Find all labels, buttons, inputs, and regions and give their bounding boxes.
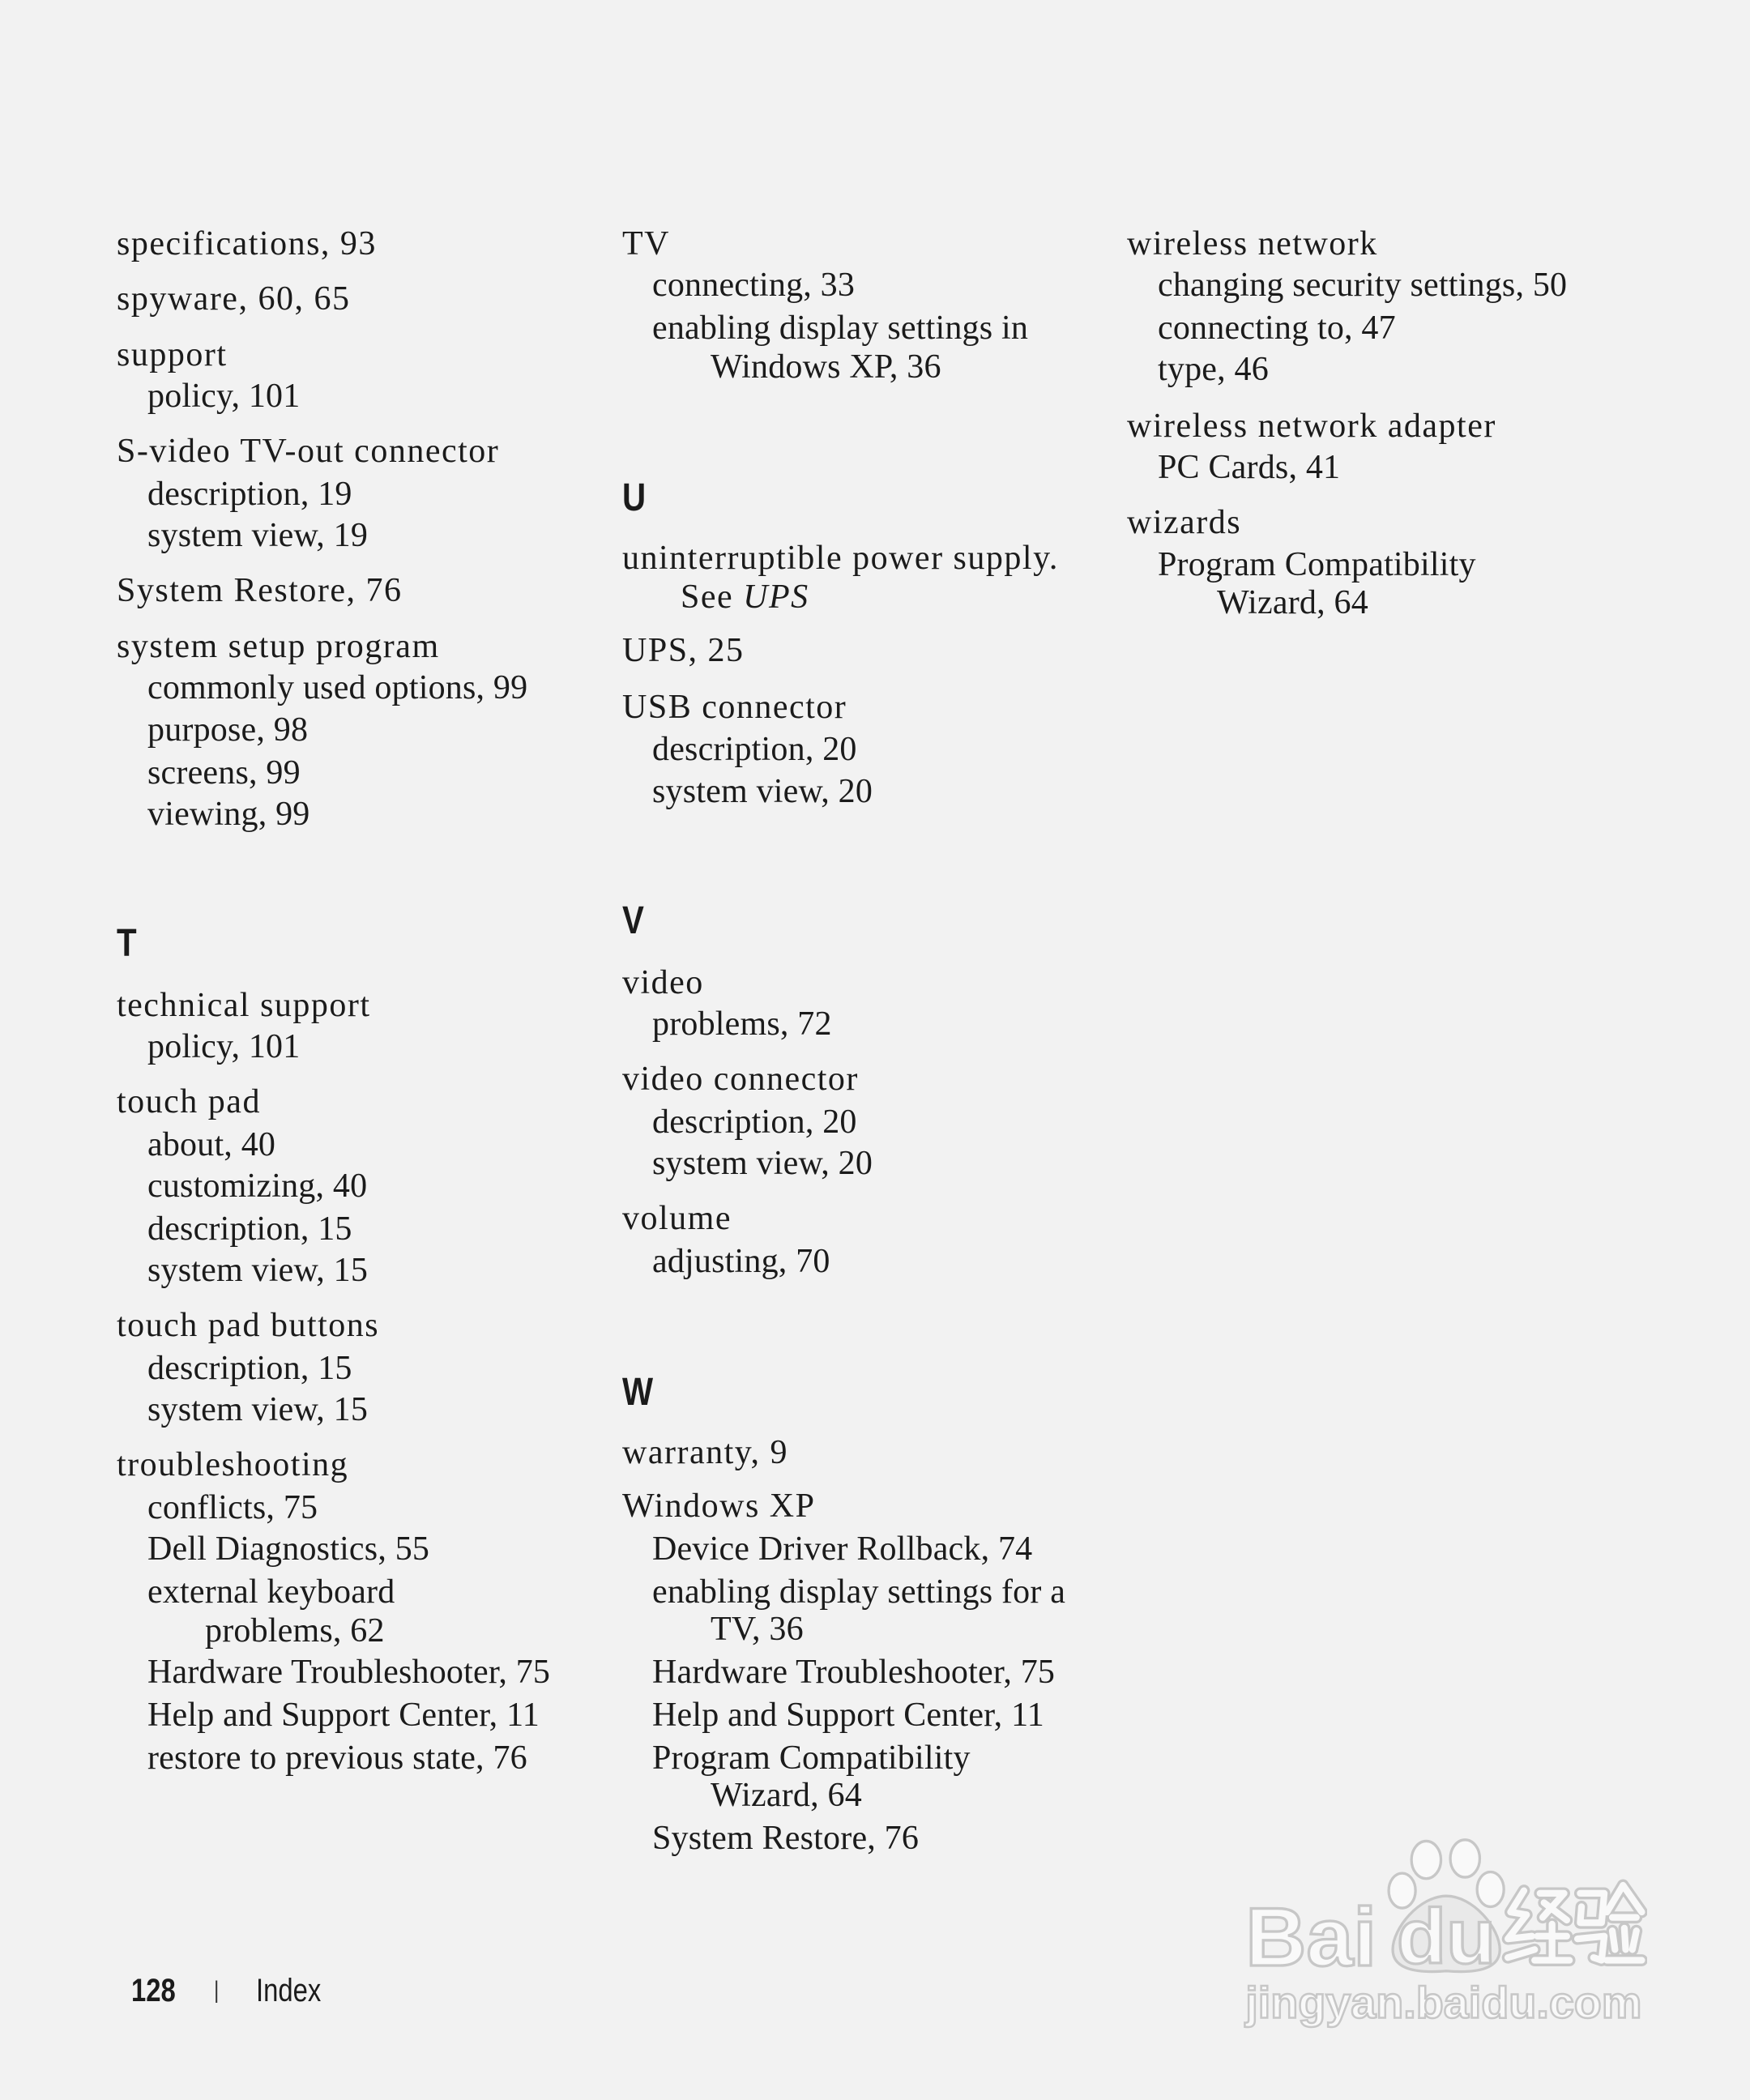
index-see-reference <box>681 576 809 618</box>
index-subentry: policy, 101 <box>147 1028 301 1065</box>
index-subentry: problems, 72 <box>652 1005 832 1043</box>
index-subentry-continuation: problems, 62 <box>205 1612 385 1650</box>
section-letter-heading: W <box>622 1371 654 1414</box>
index-term: volume <box>622 1200 732 1237</box>
index-term: video connector <box>622 1061 859 1098</box>
index-subentry: enabling display settings for a <box>652 1573 1066 1611</box>
index-subentry: description, 15 <box>147 1350 352 1387</box>
index-subentry: Hardware Troubleshooter, 75 <box>147 1654 551 1691</box>
see-target: UPS <box>743 578 809 616</box>
index-term: Windows XP <box>622 1488 816 1525</box>
index-subentry: changing security settings, 50 <box>1158 267 1568 304</box>
page-number: 128 <box>131 1973 176 2008</box>
index-term: System Restore, 76 <box>117 572 403 609</box>
index-subentry: system view, 20 <box>652 773 873 810</box>
index-subentry: System Restore, 76 <box>652 1820 920 1857</box>
index-term: system setup program <box>117 628 440 665</box>
index-subentry: Help and Support Center, 11 <box>652 1697 1044 1734</box>
section-letter-heading: T <box>117 922 137 965</box>
index-subentry: external keyboard <box>147 1573 395 1611</box>
footer-separator: | <box>214 1977 220 2004</box>
index-subentry: description, 20 <box>652 731 857 768</box>
section-letter-heading: U <box>622 476 647 519</box>
section-letter-heading: V <box>622 899 644 942</box>
see-label: See <box>681 578 734 616</box>
index-subentry-continuation: Windows XP, 36 <box>711 348 941 386</box>
index-term: specifications, 93 <box>117 225 377 262</box>
index-subentry: screens, 99 <box>147 754 301 792</box>
index-subentry: description, 19 <box>147 476 352 513</box>
index-term: warranty, 9 <box>622 1434 789 1471</box>
index-term: video <box>622 964 704 1001</box>
index-subentry: type, 46 <box>1158 351 1269 388</box>
index-subentry: Dell Diagnostics, 55 <box>147 1530 430 1568</box>
index-subentry: Hardware Troubleshooter, 75 <box>652 1654 1056 1691</box>
index-term: TV <box>622 225 670 262</box>
index-subentry: restore to previous state, 76 <box>147 1739 527 1777</box>
baidu-watermark <box>1239 1834 1647 2029</box>
index-subentry: adjusting, 70 <box>652 1243 830 1280</box>
index-subentry: Help and Support Center, 11 <box>147 1697 540 1734</box>
index-subentry: description, 15 <box>147 1210 352 1248</box>
index-term: USB connector <box>622 689 847 726</box>
index-subentry: policy, 101 <box>147 378 301 415</box>
index-subentry: description, 20 <box>652 1103 857 1141</box>
index-subentry: system view, 20 <box>652 1145 873 1182</box>
index-term: support <box>117 336 228 373</box>
index-subentry: PC Cards, 41 <box>1158 449 1341 486</box>
index-term: uninterruptible power supply. <box>622 540 1059 577</box>
watermark-brand-left: Bai <box>1245 1890 1377 1984</box>
index-term: wizards <box>1127 504 1242 541</box>
index-subentry: enabling display settings in <box>652 309 1029 347</box>
index-term: touch pad buttons <box>117 1307 380 1344</box>
watermark-product-glyphs <box>1508 1885 1641 1961</box>
index-term: S-video TV-out connector <box>117 433 500 470</box>
index-subentry: viewing, 99 <box>147 796 310 833</box>
index-subentry: purpose, 98 <box>147 711 309 749</box>
index-term: touch pad <box>117 1083 261 1120</box>
index-term: wireless network <box>1127 225 1378 262</box>
index-subentry: Program Compatibility <box>1158 546 1476 583</box>
index-term: wireless network adapter <box>1127 408 1496 445</box>
index-term: troubleshooting <box>117 1446 349 1483</box>
index-subentry: system view, 15 <box>147 1252 369 1289</box>
index-subentry: commonly used options, 99 <box>147 669 528 706</box>
index-subentry-continuation: Wizard, 64 <box>711 1777 862 1814</box>
index-term: UPS, 25 <box>622 632 745 669</box>
index-subentry: connecting to, 47 <box>1158 309 1396 347</box>
index-subentry: Device Driver Rollback, 74 <box>652 1530 1033 1568</box>
index-subentry-continuation: TV, 36 <box>711 1611 804 1648</box>
index-subentry: customizing, 40 <box>147 1167 368 1205</box>
watermark-brand-right: du <box>1396 1893 1496 1980</box>
index-subentry: about, 40 <box>147 1126 276 1163</box>
index-subentry-continuation: Wizard, 64 <box>1217 584 1368 621</box>
index-subentry: conflicts, 75 <box>147 1489 318 1526</box>
index-subentry: system view, 19 <box>147 517 369 554</box>
index-term: technical support <box>117 987 371 1024</box>
watermark-url: jingyan.baidu.com <box>1244 1978 1642 2028</box>
index-term: spyware, 60, 65 <box>117 280 351 318</box>
footer-section-title: Index <box>256 1973 322 2008</box>
index-subentry: connecting, 33 <box>652 267 856 304</box>
index-subentry: Program Compatibility <box>652 1739 971 1777</box>
index-subentry: system view, 15 <box>147 1391 369 1428</box>
